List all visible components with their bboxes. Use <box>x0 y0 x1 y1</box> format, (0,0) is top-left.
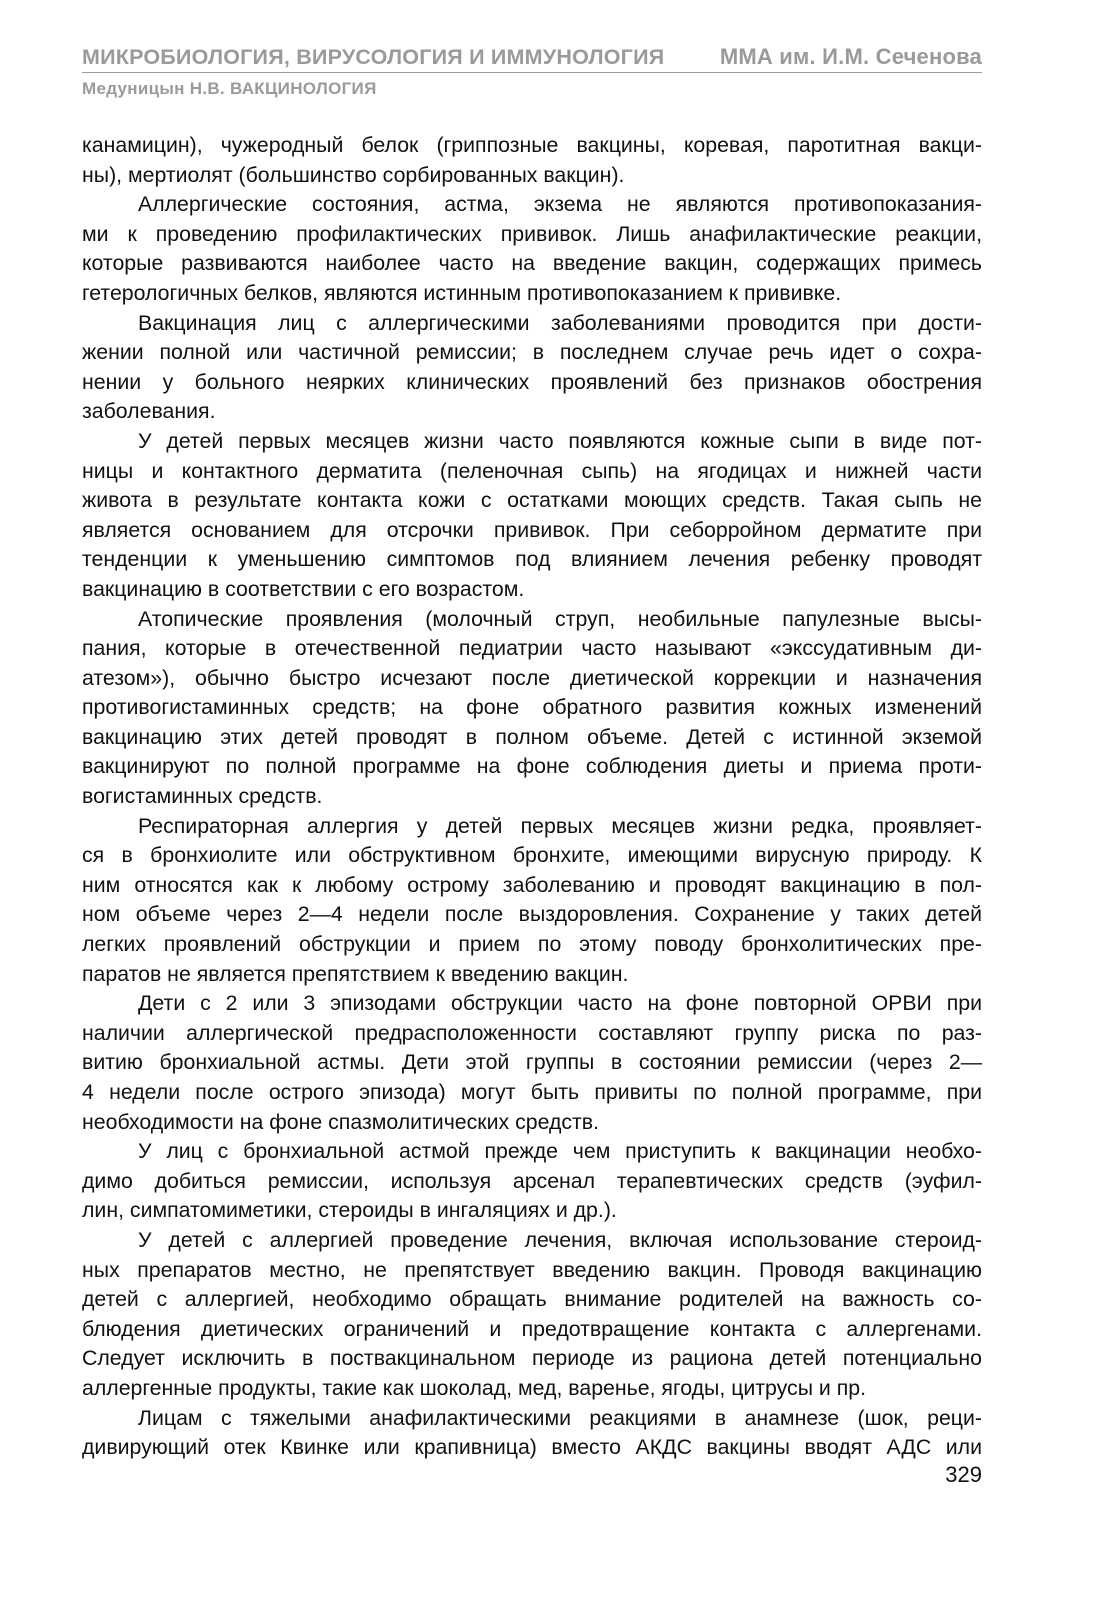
text-line: противогистаминных средств; на фоне обратного развития кожных изменений <box>82 695 982 720</box>
text-line: Атопические проявления (молочный струп, необильные папулезные высы- <box>138 606 982 631</box>
text-line: ним относятся как к любому острому заболеванию и проводят вакцинацию в пол- <box>82 872 982 897</box>
text-line: тенденции к уменьшению симптомов под влиянием лечения ребенку проводят <box>82 547 982 572</box>
text-line: У лиц с бронхиальной астмой прежде чем приступить к вакцинации необхо- <box>138 1139 982 1164</box>
text-line: живота в результате контакта кожи с остатками моющих средств. Такая сыпь не <box>82 488 982 513</box>
header-title-right: ММА им. И.М. Сеченова <box>719 44 982 69</box>
text-line: ми к проведению профилактических прививок. Лишь анафилактические реакции, <box>82 221 982 246</box>
text-line: легких проявлений обструкции и прием по этому поводу бронхолитических пре- <box>82 932 982 957</box>
body-text <box>82 131 982 1463</box>
text-line: Следует исключить в поствакцинальном периоде из рациона детей потенциально <box>82 1346 982 1371</box>
text-line: дивирующий отек Квинке или крапивница) вместо АКДС вакцины вводят АДС или <box>82 1435 982 1460</box>
text-line: является основанием для отсрочки прививок. При себорройном дерматите при <box>82 517 982 542</box>
text-line: ны), мертиолят (большинство сорбированных вакцин). <box>82 162 625 187</box>
text-line: Лицам с тяжелыми анафилактическими реакциями в анамнезе (шок, реци- <box>138 1405 982 1430</box>
header-subtitle: Медуницын Н.В. ВАКЦИНОЛОГИЯ <box>82 79 377 98</box>
text-line: лин, симпатомиметики, стероиды в ингаляциях и др.). <box>82 1198 617 1223</box>
text-line: канамицин), чужеродный белок (гриппозные вакцины, коревая, паротитная вакци- <box>82 133 982 157</box>
text-line: витию бронхиальной астмы. Дети этой группы в состоянии ремиссии (через 2— <box>82 1050 982 1075</box>
text-line: ся в бронхиолите или обструктивном бронхите, имеющими вирусную природу. К <box>82 843 982 868</box>
page-number: 329 <box>945 1462 982 1487</box>
text-line: 4 недели после острого эпизода) могут быть привиты по полной программе, при <box>82 1080 982 1104</box>
text-line: ницы и контактного дерматита (пеленочная сыпь) на ягодицах и нижней части <box>82 458 982 483</box>
text-line: аллергенные продукты, такие как шоколад, мед, варенье, ягоды, цитрусы и пр. <box>82 1375 867 1400</box>
text-line: вогистаминных средств. <box>82 784 323 809</box>
text-line: ных препаратов местно, не препятствует введению вакцин. Проводя вакцинацию <box>82 1257 982 1282</box>
text-line: У детей с аллергией проведение лечения, включая использование стероид- <box>138 1227 982 1252</box>
text-line: Аллергические состояния, астма, экзема не являются противопоказания- <box>138 192 982 217</box>
text-line: димо добиться ремиссии, используя арсенал терапевтических средств (эуфил- <box>82 1168 982 1193</box>
text-line: блюдения диетических ограничений и предотвращение контакта с аллергенами. <box>82 1316 982 1341</box>
header-title-row <box>82 44 982 73</box>
text-line: вакцинацию в соответствии с его возрастом. <box>82 576 525 601</box>
header-title-left: МИКРОБИОЛОГИЯ, ВИРУСОЛОГИЯ И ИММУНОЛОГИЯ <box>82 45 665 69</box>
text-line: гетерологичных белков, являются истинным противопоказанием к прививке. <box>82 280 842 305</box>
text-line: которые развиваются наиболее часто на введение вакцин, содержащих примесь <box>82 251 982 276</box>
text-line: жении полной или частичной ремиссии; в последнем случае речь идет о сохра- <box>82 340 982 365</box>
text-line: Респираторная аллергия у детей первых месяцев жизни редка, проявляет- <box>138 813 982 838</box>
text-line: паратов не является препятствием к введению вакцин. <box>82 961 629 986</box>
text-line: Вакцинация лиц с аллергическими заболеваниями проводится при дости- <box>138 310 982 335</box>
text-line: атезом»), обычно быстро исчезают после диетической коррекции и назначения <box>82 665 982 690</box>
text-line: У детей первых месяцев жизни часто появляются кожные сыпи в виде пот- <box>138 428 982 453</box>
text-line: детей с аллергией, необходимо обращать внимание родителей на важность со- <box>82 1287 982 1312</box>
running-header <box>82 44 982 99</box>
text-line: нении у больного неярких клинических проявлений без признаков обострения <box>82 369 982 394</box>
text-line: заболевания. <box>82 399 216 424</box>
text-line: Дети с 2 или 3 эпизодами обструкции часто на фоне повторной ОРВИ при <box>138 991 982 1016</box>
text-line: ном объеме через 2—4 недели после выздоровления. Сохранение у таких детей <box>82 902 982 927</box>
text-line: пания, которые в отечественной педиатрии часто называют «экссудативным ди- <box>82 636 982 661</box>
text-line: необходимости на фоне спазмолитических средств. <box>82 1109 600 1134</box>
text-line: вакцинацию этих детей проводят в полном объеме. Детей с истинной экземой <box>82 724 982 749</box>
text-line: вакцинируют по полной программе на фоне соблюдения диеты и приема проти- <box>82 754 982 779</box>
text-line: наличии аллергической предрасположенности составляют группу риска по раз- <box>82 1020 982 1045</box>
